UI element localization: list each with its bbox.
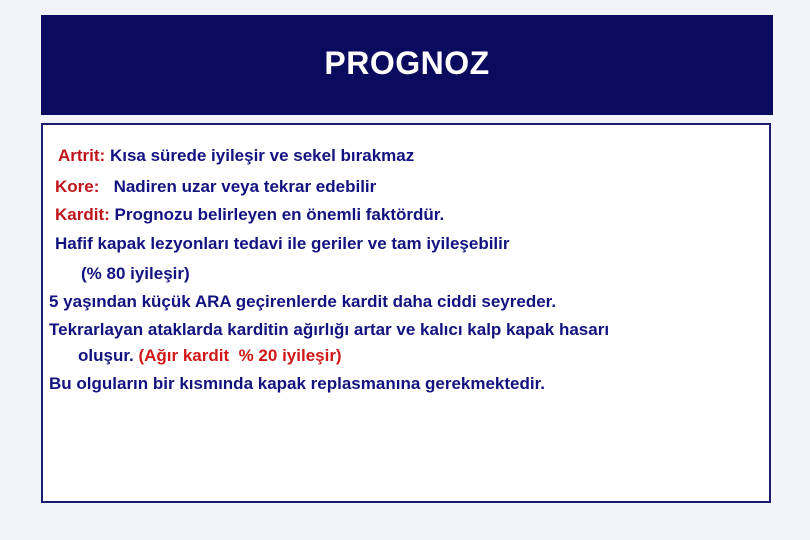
artrit-text: Kısa sürede iyileşir ve sekel bırakmaz	[105, 146, 415, 165]
hafif-line: Hafif kapak lezyonları tedavi ile geriler ve tam iyileşebilir	[55, 234, 510, 253]
kardit-text: Prognozu belirleyen en önemli faktördür.	[109, 205, 445, 224]
bu-olgu-line: Bu olguların bir kısmında kapak replasmanına gerekmektedir.	[49, 374, 546, 393]
kore-line	[55, 177, 376, 197]
artrit-label: Artrit:	[58, 146, 106, 165]
title-bar	[41, 15, 773, 115]
kardit-label: Kardit:	[55, 205, 110, 224]
slide-title: PROGNOZ	[324, 44, 490, 81]
tekrar-text-2: oluşur.	[78, 346, 134, 365]
kore-label: Kore:	[55, 177, 100, 196]
artrit-line	[58, 146, 414, 166]
tekrar-line-2	[78, 346, 342, 366]
bes-yas-line: 5 yaşından küçük ARA geçirenlerde kardit daha ciddi seyreder.	[49, 292, 557, 311]
agir-kardit-note: (Ağır kardit % 20 iyileşir)	[138, 346, 342, 365]
hafif-pct-line: (% 80 iyileşir)	[81, 264, 190, 283]
kore-text: Nadiren uzar veya tekrar edebilir	[99, 177, 377, 196]
tekrar-line-1: Tekrarlayan ataklarda karditin ağırlığı artar ve kalıcı kalp kapak hasarı	[49, 320, 610, 339]
kardit-line	[55, 205, 444, 225]
